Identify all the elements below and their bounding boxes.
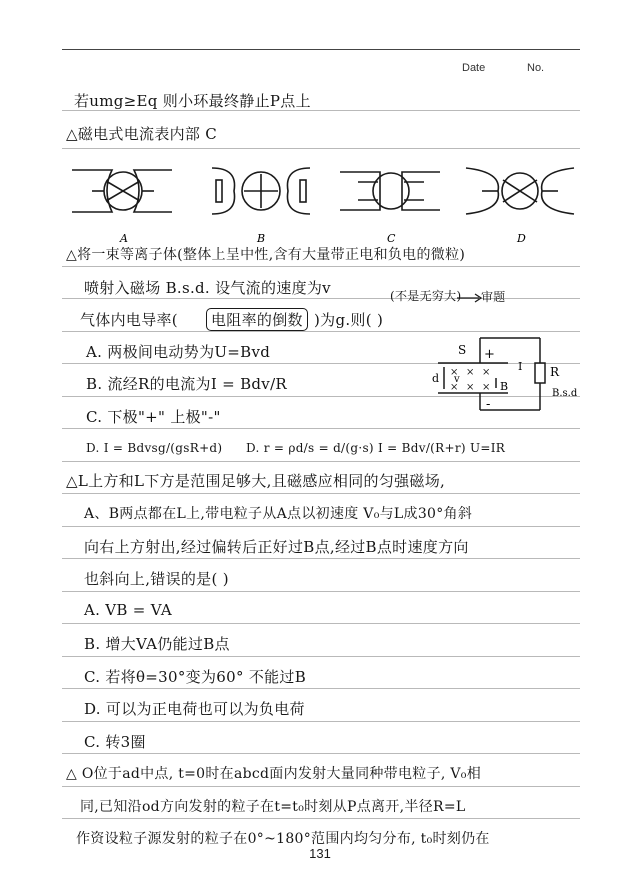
meter-label-a: A: [120, 232, 128, 245]
fig-label-plus: +: [484, 347, 495, 362]
ruled-line: [62, 656, 580, 657]
number-label: No.: [527, 62, 545, 74]
text-line-14: A. VB = VA: [84, 601, 172, 619]
text-line-15: B. 增大VA仍能过B点: [84, 635, 230, 653]
plasma-generator-diagram: [420, 318, 610, 428]
option-c-line: C. 下极"+" 上极"-": [86, 408, 221, 426]
meter-label-d: D: [517, 232, 526, 245]
text-line-5a: 气体内电导率(: [80, 311, 178, 329]
fig-label-d: d: [432, 372, 440, 385]
meter-label-c: C: [387, 232, 396, 245]
fig-label-b: B: [500, 380, 509, 393]
ruled-line: [62, 721, 580, 722]
fig-label-r: R: [550, 365, 560, 379]
meter-a: [72, 170, 172, 212]
fig-label-bsd: B.s.d: [552, 388, 578, 399]
ruled-line: [62, 461, 580, 462]
ruled-line: [62, 428, 580, 429]
ruled-line: [62, 558, 580, 559]
page-number: 131: [309, 846, 331, 861]
svg-text:×: ×: [466, 382, 475, 393]
ruled-line: [62, 753, 580, 754]
meter-b: [212, 168, 310, 214]
text-line-10: △L上方和L下方是范围足够大,且磁感应相同的匀强磁场,: [66, 472, 446, 490]
option-a-line: A. 两极间电动势为U=Bvd: [86, 343, 271, 361]
velocity-note: (不是无穷大): [390, 289, 462, 303]
meter-label-b: B: [257, 232, 266, 245]
text-line-21: 作资设粒子源发射的粒子在0°~180°范围内均匀分布, t₀时刻仍在: [76, 831, 490, 847]
text-line-12: 向右上方射出,经过偏转后正好过B点,经过B点时速度方向: [84, 538, 469, 556]
fig-label-i: I: [518, 360, 523, 373]
fig-label-minus: -: [486, 397, 491, 412]
svg-text:×: ×: [450, 367, 459, 378]
text-line-17: D. 可以为正电荷也可以为负电荷: [84, 700, 305, 718]
text-line-20: 同,已知沿od方向发射的粒子在t=t₀时刻从P点离开,半径R=L: [80, 799, 466, 815]
ruled-line: [62, 818, 580, 819]
svg-text:×: ×: [482, 367, 491, 378]
text-line-3: △将一束等离子体(整体上呈中性,含有大量带正电和负电的微粒): [66, 247, 466, 263]
text-line-2: △磁电式电流表内部 C: [66, 125, 218, 143]
date-label: Date: [462, 62, 486, 74]
ruled-line: [62, 493, 580, 494]
text-line-4: 喷射入磁场 B.s.d. 设气流的速度为v: [84, 279, 331, 297]
text-line-16: C. 若将θ=30°变为60° 不能过B: [84, 668, 307, 686]
meter-d: [466, 168, 574, 214]
svg-text:×: ×: [482, 382, 491, 393]
text-line-5c: )为g.则( ): [314, 311, 384, 329]
option-d-derivation: D. r = ρd/s = d/(g·s) I = Bdv/(R+r) U=IR: [246, 441, 506, 455]
svg-text:×: ×: [450, 382, 459, 393]
option-d-line: D. I = Bdvsg/(gsR+d): [86, 441, 223, 455]
examine-note: 审题: [481, 290, 506, 304]
text-line-5-boxed: 电阻率的倒数: [206, 308, 308, 331]
fig-label-s: S: [458, 343, 467, 357]
galvanometer-figures: [62, 150, 602, 250]
option-b-line: B. 流经R的电流为I = Bdv/R: [86, 375, 288, 393]
note-arrow: [455, 292, 485, 304]
ruled-line: [62, 591, 580, 592]
ruled-line: [62, 148, 580, 149]
text-line-1: 若umg≥Eq 则小环最终静止P点上: [74, 92, 311, 110]
ruled-line: [62, 526, 580, 527]
ruled-line: [62, 786, 580, 787]
fig-label-v: v: [454, 374, 460, 385]
text-line-13: 也斜向上,错误的是( ): [84, 570, 229, 588]
text-line-19: △ O位于ad中点, t=0时在abcd面内发射大量同种带电粒子, V₀相: [66, 766, 481, 782]
header-rule: [62, 49, 580, 50]
ruled-line: [62, 623, 580, 624]
meter-c: [340, 172, 440, 210]
text-line-18: C. 转3圈: [84, 733, 146, 751]
ruled-line: [62, 266, 580, 267]
text-line-11: A、B两点都在L上,带电粒子从A点以初速度 V₀与L成30°角斜: [84, 506, 473, 522]
ruled-line: [62, 688, 580, 689]
svg-text:×: ×: [466, 367, 475, 378]
